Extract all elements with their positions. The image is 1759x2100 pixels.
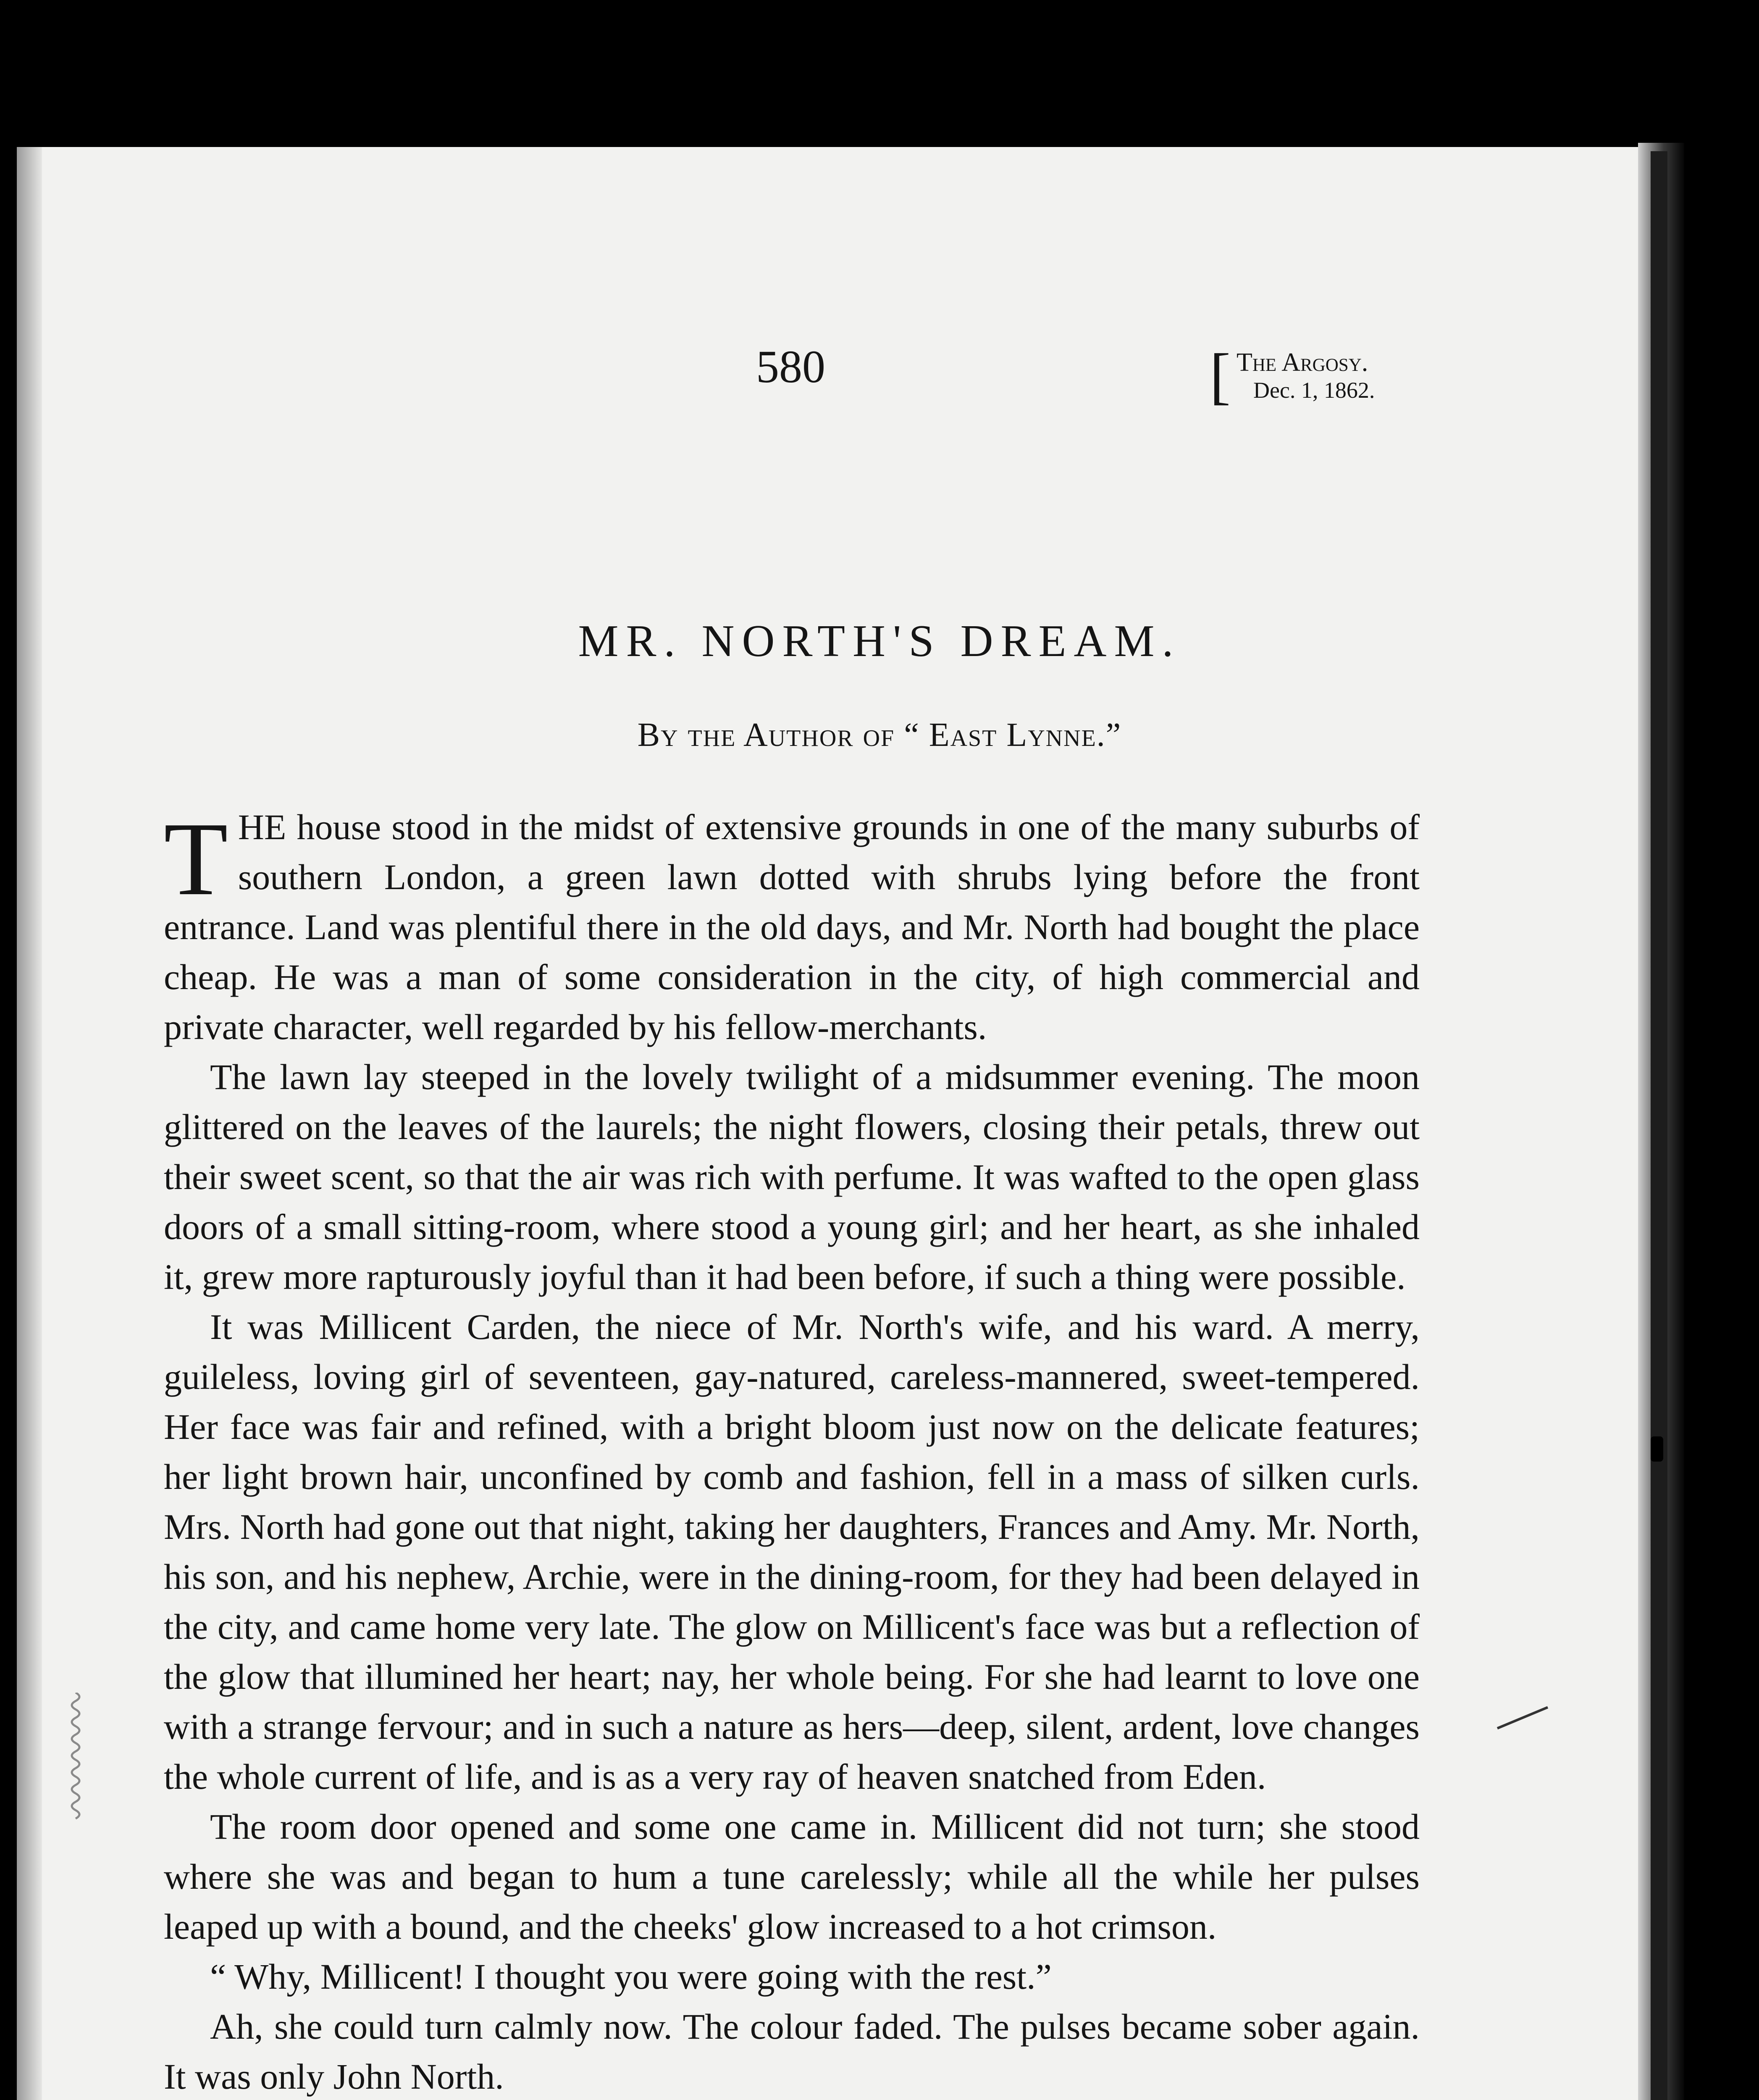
paragraph-text: HE house stood in the midst of extensive grounds in one of the many suburbs of southern London, a green lawn dotted with shrubs lying before the front entrance. Land was plentiful there in the old days, and Mr. North had bought the place cheap. He was a man of some consideration in the city, of high commercial and private character, well regarded by his fellow-merchants. — [164, 807, 1420, 1047]
paragraph: “ Why, Millicent! I thought you were going with the rest.” — [210, 1956, 1052, 1997]
drop-cap: T — [164, 801, 228, 917]
bracket-glyph: [ — [1210, 341, 1231, 411]
paragraph: Ah, she could turn calmly now. The colour faded. The pulses became sober again. It was only John North. — [164, 2006, 1420, 2097]
article-body — [164, 802, 1420, 2100]
issue-date: Dec. 1, 1862. — [1253, 378, 1375, 403]
paragraph: The room door opened and some one came in. Millicent did not turn; she stood where she was and began to hum a tune carelessly; while all the while her pulses leaped up with a bound, and the cheeks' glow increased to a hot crimson. — [164, 1806, 1420, 1947]
paragraph: The lawn lay steeped in the lovely twilight of a midsummer evening. The moon glittered on the leaves of the laurels; the night flowers, closing their petals, threw out their sweet scent, so that the air was rich with perfume. It was wafted to the open glass doors of a small sitting-room, where stood a young girl; and her heart, as she inhaled it, grew more rapturously joyful than it had been before, if such a thing were possible. — [164, 1057, 1420, 1297]
paragraph: It was Millicent Carden, the niece of Mr. North's wife, and his ward. A merry, guileless, loving girl of seventeen, gay-natured, careless-mannered, sweet-tempered. Her face was fair and refined, with a bright bloom just now on the delicate features; her light brown hair, unconfined by comb and fashion, fell in a mass of silken curls. Mrs. North had gone out that night, taking her daughters, Frances and Amy. Mr. North, his son, and his nephew, Archie, were in the dining-room, for they had been delayed in the city, and came home very late. The glow on Millicent's face was but a reflection of the glow that illumined her heart; nay, her whole being. For she had learnt to love one with a strange fervour; and in such a nature as hers—deep, silent, ardent, love changes the whole current of life, and is as a very ray of heaven snatched from Eden. — [164, 1307, 1420, 1797]
running-head — [1210, 341, 1375, 411]
page-number: 580 — [756, 341, 825, 392]
pencil-squiggle-mark — [63, 1693, 88, 1827]
paragraph — [164, 802, 1420, 1052]
binding-mark — [1651, 1436, 1663, 1462]
binding-edge — [1651, 151, 1667, 2100]
publication-name: The Argosy. — [1236, 348, 1368, 377]
pencil-tick-mark — [1495, 1705, 1550, 1730]
article-byline: By the Author of “ East Lynne.” — [637, 717, 1122, 753]
page-left-shadow — [17, 147, 42, 2100]
article-title: MR. NORTH'S DREAM. — [578, 616, 1181, 666]
